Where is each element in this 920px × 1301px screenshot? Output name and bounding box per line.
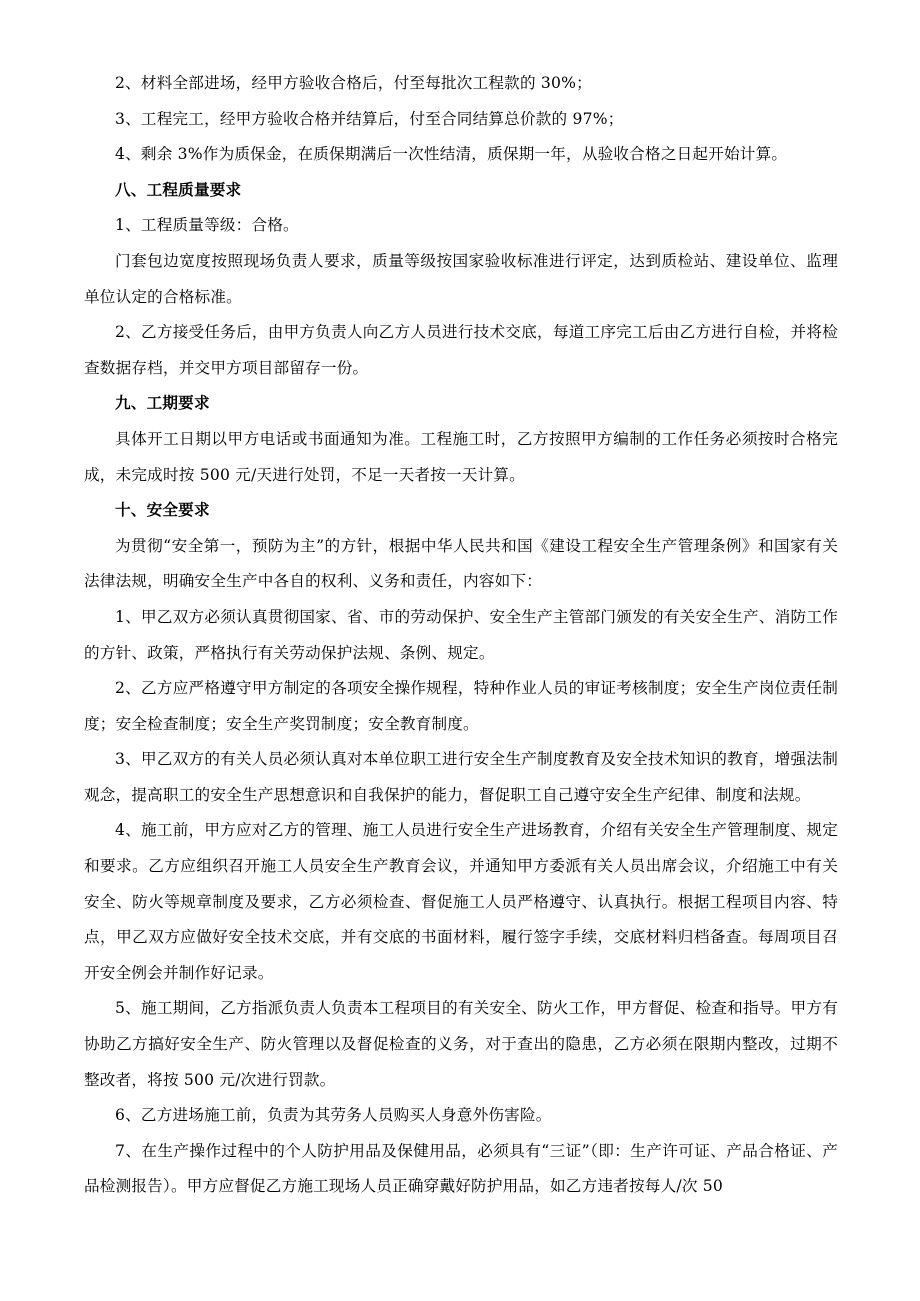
clause-quality-2: 2、乙方接受任务后，由甲方负责人向乙方人员进行技术交底，每道工序完工后由乙方进行自检，并将检查数据存档，并交甲方项目部留存一份。 xyxy=(84,323,838,377)
section-heading-safety: 十、安全要求 xyxy=(115,501,210,520)
clause-payment-4: 4、剩余 3%作为质保金，在质保期满后一次性结清，质保期一年，从验收合格之日起开始计算。 xyxy=(115,145,788,164)
clause-safety-4: 4、施工前，甲方应对乙方的管理、施工人员进行安全生产进场教育，介绍有关安全生产管理制度、规定和要求。乙方应组织召开施工人员安全生产教育会议，并通知甲方委派有关人员出席会议，介绍施工中有关安全、防火等规章制度及要求，乙方必须检查、督促施工人员严格遵守、认真执行。根据工程项目内容、特点，甲乙双方应做好安全技术交底，并有交底的书面材料，履行签字手续，交底材料归档备查。每周项目召开安全例会并制作好记录。 xyxy=(84,821,838,982)
clause-payment-3: 3、工程完工，经甲方验收合格并结算后，付至合同结算总价款的 97%； xyxy=(115,109,624,128)
clause-quality-door-trim: 门套包边宽度按照现场负责人要求，质量等级按国家验收标准进行评定，达到质检站、建设单位、监理单位认定的合格标准。 xyxy=(84,251,838,306)
clause-safety-6: 6、乙方进场施工前，负责为其劳务人员购买人身意外伤害险。 xyxy=(115,1106,552,1125)
clause-safety-1: 1、甲乙双方必须认真贯彻国家、省、市的劳动保护、安全生产主管部门颁发的有关安全生产、消防工作的方针、政策，严格执行有关劳动保护法规、条例、规定。 xyxy=(84,607,838,662)
section-heading-schedule: 九、工期要求 xyxy=(115,394,210,413)
section-heading-quality: 八、工程质量要求 xyxy=(115,180,242,199)
document-body xyxy=(84,66,838,1205)
clause-schedule: 具体开工日期以甲方电话或书面通知为准。工程施工时，乙方按照甲方编制的工作任务必须按时合格完成，未完成时按 500 元/天进行处罚，不足一天者按一天计算。 xyxy=(84,429,838,484)
clause-safety-5: 5、施工期间，乙方指派负责人负责本工程项目的有关安全、防火工作，甲方督促、检查和指导。甲方有协助乙方搞好安全生产、防火管理以及督促检查的义务，对于查出的隐患，乙方必须在限期内整改，过期不整改者，将按 500 元/次进行罚款。 xyxy=(84,999,838,1089)
clause-safety-2: 2、乙方应严格遵守甲方制定的各项安全操作规程，特种作业人员的审证考核制度；安全生产岗位责任制度；安全检查制度；安全生产奖罚制度；安全教育制度。 xyxy=(84,679,838,733)
clause-safety-7: 7、在生产操作过程中的个人防护用品及保健用品，必须具有“三证”（即：生产许可证、产品合格证、产品检测报告）。甲方应督促乙方施工现场人员正确穿戴好防护用品，如乙方违者按每人/次 50 xyxy=(84,1141,838,1196)
clause-quality-1: 1、工程质量等级：合格。 xyxy=(115,216,299,235)
clause-payment-2: 2、材料全部进场，经甲方验收合格后，付至每批次工程款的 30%； xyxy=(115,74,592,92)
clause-safety-intro: 为贯彻“安全第一，预防为主”的方针，根据中华人民共和国《建设工程安全生产管理条例》和国家有关法律法规，明确安全生产中各自的权利、义务和责任，内容如下： xyxy=(84,536,838,591)
clause-safety-3: 3、甲乙双方的有关人员必须认真对本单位职工进行安全生产制度教育及安全技术知识的教育，增强法制观念，提高职工的安全生产思想意识和自我保护的能力，督促职工自己遵守安全生产纪律、制度和法规。 xyxy=(84,750,838,804)
